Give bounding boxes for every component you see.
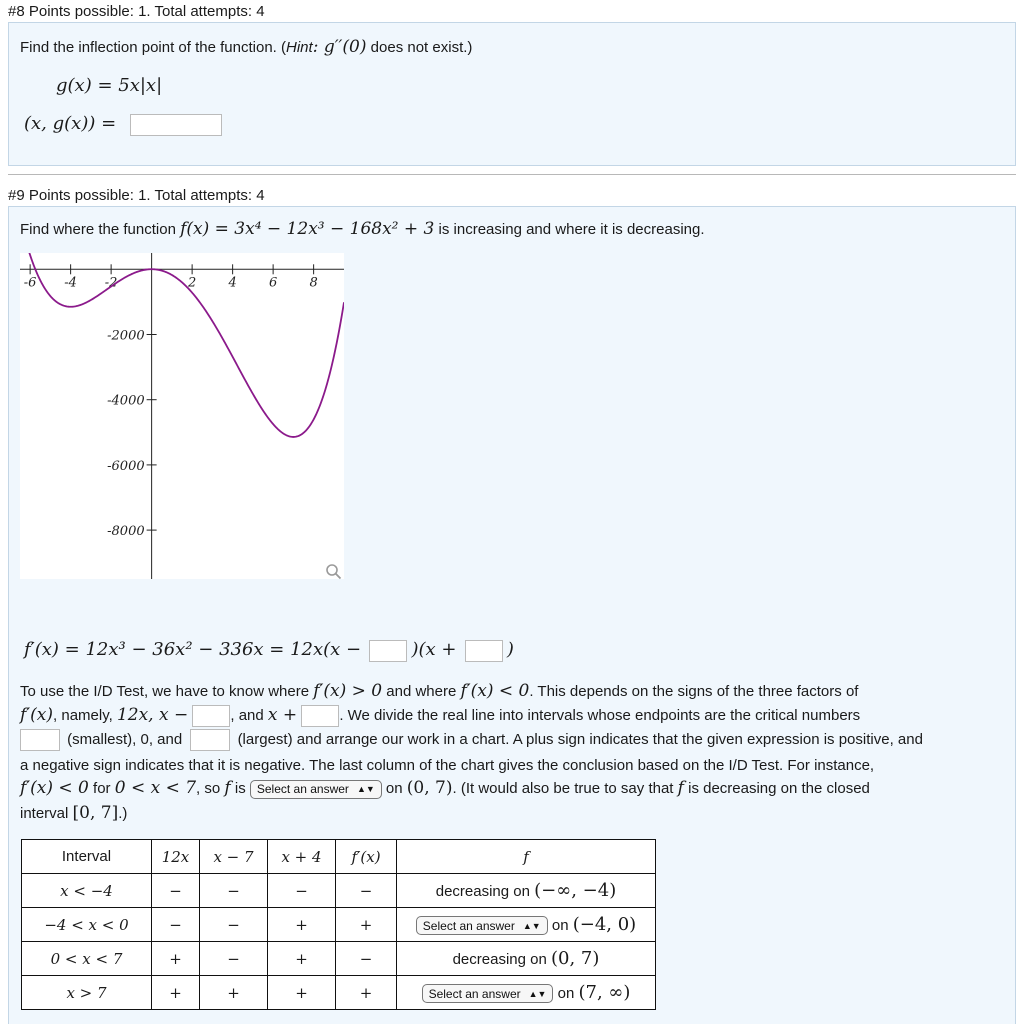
critical-largest-input[interactable] — [190, 729, 230, 751]
q9-derivative-row — [24, 639, 514, 662]
table-row: −4 < x < 0 − − + + Select an answer ▲▼ on (−4, 0) — [22, 908, 656, 942]
factor-root-2-input[interactable] — [301, 705, 339, 727]
q9-header: #9 Points possible: 1. Total attempts: 4 — [8, 187, 265, 204]
critical-smallest-input[interactable] — [20, 729, 60, 751]
para-line-3: (smallest), 0, and (largest) and arrange our work in a chart. A plus sign indicates that the given expression is positive, and — [20, 729, 923, 751]
col-header-fprime: f′(x) — [336, 840, 397, 874]
table-row: x > 7 + + + + Select an answer ▲▼ on (7, ∞) — [22, 976, 656, 1010]
table-header-row — [22, 840, 656, 874]
y-tick-label: -8000 — [107, 524, 145, 540]
q8-panel — [8, 22, 1016, 166]
select-arrows-icon: ▲▼ — [522, 920, 541, 931]
select-answer-7-inf[interactable]: Select an answer ▲▼ — [422, 984, 554, 1003]
conclusion-cell: Select an answer ▲▼ on (−4, 0) — [397, 908, 656, 942]
table-row: 0 < x < 7 + − + − decreasing on (0, 7) — [22, 942, 656, 976]
x-tick-label: 2 — [187, 275, 197, 291]
table-row: x < −4 − − − − decreasing on (−∞, −4) — [22, 874, 656, 908]
para-line-1: To use the I/D Test, we have to know where f′(x) > 0 and where f′(x) < 0. This depends on the signs of the three factors of — [20, 681, 859, 701]
x-tick-label: 6 — [268, 275, 278, 291]
x-tick-label: -2 — [104, 275, 118, 291]
q9-prompt: Find where the function f(x) = 3x⁴ − 12x³ − 168x² + 3 is increasing and where it is decreasing. — [20, 219, 705, 239]
derivative-root-2-input[interactable] — [465, 640, 503, 662]
q8-hint-expr: : g′′(0) — [312, 37, 367, 57]
col-header-12x: 12x — [152, 840, 200, 874]
para-line-6: interval [0, 7].) — [20, 803, 128, 823]
conclusion-cell: decreasing on (0, 7) — [397, 942, 656, 976]
x-tick-label: -4 — [64, 275, 77, 291]
q8-function: g(x) = 5x|x| — [56, 75, 163, 96]
q9-panel — [8, 206, 1016, 1024]
y-tick-label: -6000 — [107, 458, 145, 474]
col-header-f: f — [397, 840, 656, 874]
derivative-root-1-input[interactable] — [369, 640, 407, 662]
x-tick-label: -6 — [23, 275, 37, 291]
magnifier-icon[interactable] — [325, 563, 343, 581]
derivative-lhs: f′(x) = 12x³ − 36x² − 336x = 12x(x − — [24, 639, 362, 660]
q8-answer-row — [24, 113, 222, 136]
q8-answer-label: (x, g(x)) = — [24, 113, 117, 134]
para-line-4: a negative sign indicates that it is negative. The last column of the chart gives the conclusion based on the I/D Test. For instance, — [20, 757, 875, 774]
derivative-end: ) — [506, 639, 514, 660]
q9-function: f(x) = 3x⁴ − 12x³ − 168x² + 3 — [180, 219, 435, 239]
y-tick-label: -2000 — [107, 328, 145, 344]
q8-answer-input[interactable] — [130, 114, 222, 136]
col-header-x-plus-4: x + 4 — [268, 840, 336, 874]
select-arrows-icon: ▲▼ — [356, 784, 375, 795]
x-tick-label: 8 — [309, 275, 318, 291]
id-test-table — [21, 839, 656, 1010]
y-tick-label: -4000 — [107, 393, 145, 409]
q8-header: #8 Points possible: 1. Total attempts: 4 — [8, 3, 265, 20]
select-answer-neg4-0[interactable]: Select an answer ▲▼ — [416, 916, 548, 935]
para-line-5: f′(x) < 0 for 0 < x < 7, so f is Select an answer ▲▼ on (0, 7). (It would also be true to say that f is decreasing on the closed — [20, 778, 870, 798]
para-line-2: f′(x), namely, 12x, x − , and x + . We divide the real line into intervals whose endpoints are the critical numbers — [20, 705, 860, 727]
select-answer-0-7[interactable]: Select an answer ▲▼ — [250, 780, 382, 799]
conclusion-cell: Select an answer ▲▼ on (7, ∞) — [397, 976, 656, 1010]
graph-svg — [20, 253, 344, 579]
x-tick-label: 4 — [228, 275, 237, 291]
function-graph — [20, 253, 344, 579]
factor-root-1-input[interactable] — [192, 705, 230, 727]
q8-prompt: Find the inflection point of the function. (Hint: g′′(0) does not exist.) — [20, 37, 473, 57]
select-arrows-icon: ▲▼ — [528, 988, 547, 999]
col-header-x-minus-7: x − 7 — [200, 840, 268, 874]
question-divider — [8, 174, 1016, 175]
conclusion-cell: decreasing on (−∞, −4) — [397, 874, 656, 908]
derivative-mid: )(x + — [411, 639, 457, 660]
col-header-interval: Interval — [22, 840, 152, 874]
